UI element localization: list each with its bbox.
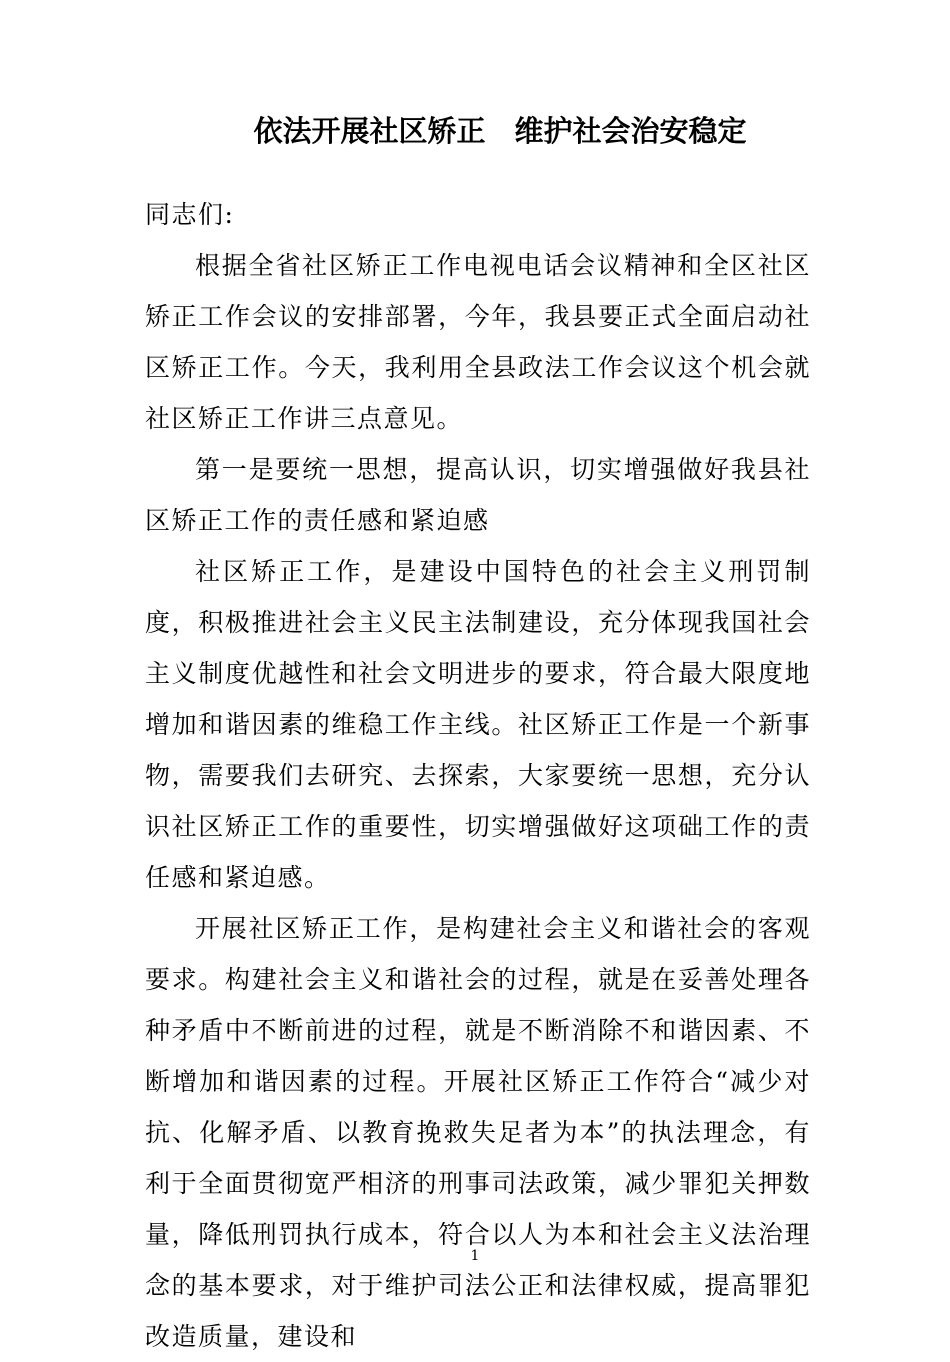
paragraph-body-1: 社区矫正工作，是建设中国特色的社会主义刑罚制度，积极推进社会主义民主法制建设，充分体现我国社会主义制度优越性和社会文明进步的要求，符合最大限度地增加和谐因素的维稳工作主线。社区矫正工作是一个新事物，需要我们去研究、去探索，大家要统一思想，充分认识社区矫正工作的重要性，切实增强做好这项础工作的责任感和紧迫感。: [145, 557, 811, 892]
page-number: 1: [470, 1248, 480, 1264]
document-title: 依法开展社区矫正 维护社会治安稳定: [253, 114, 747, 148]
section-heading-1: 第一是要统一思想，提高认识，切实增强做好我县社区矫正工作的责任感和紧迫感: [145, 455, 811, 535]
paragraph-body-2: 开展社区矫正工作，是构建社会主义和谐社会的客观要求。构建社会主义和谐社会的过程，就是在妥善处理各种矛盾中不断前进的过程，就是不断消除不和谐因素、不断增加和谐因素的过程。开展社区矫正工作符合“减少对抗、化解矛盾、以教育挽救失足者为本”的执法理念，有利于全面贯彻宽严相济的刑事司法政策，减少罪犯关押数量，降低刑罚执行成本，符合以人为本和社会主义法治理念的基本要求，对于维护司法公正和法律权威，提高罪犯改造质量，建设和: [145, 914, 811, 1351]
document-body: [145, 189, 811, 1362]
salutation: 同志们:: [145, 200, 235, 229]
paragraph-intro: 根据全省社区矫正工作电视电话会议精神和全区社区矫正工作会议的安排部署，今年，我县要正式全面启动社区矫正工作。今天，我利用全县政法工作会议这个机会就社区矫正工作讲三点意见。: [145, 251, 811, 433]
